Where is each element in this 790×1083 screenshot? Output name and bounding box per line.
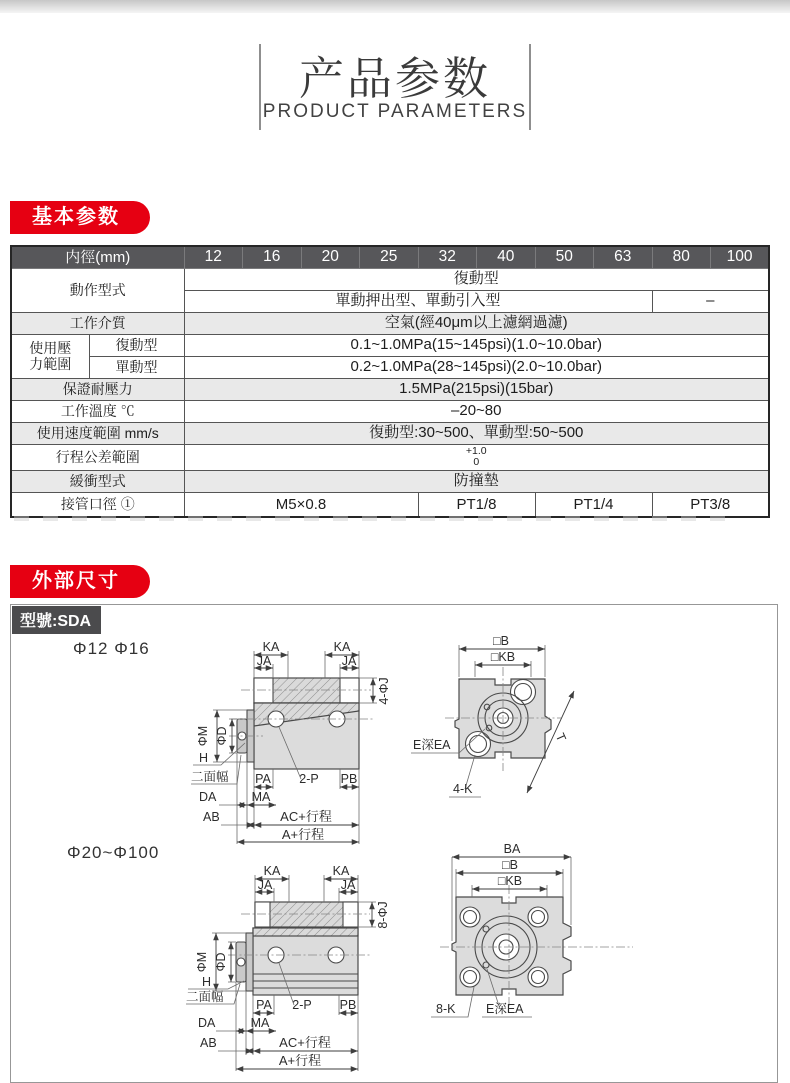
dimension-drawings-box	[10, 604, 778, 1083]
action-single-na: –	[652, 290, 769, 312]
small-size-title: Φ12 Φ16	[73, 639, 150, 658]
port-value-m5: M5×0.8	[184, 492, 418, 517]
dim-2p: 2-P	[299, 772, 319, 786]
tolerance-lower: 0	[473, 456, 480, 468]
action-double-value: 復動型	[184, 268, 769, 290]
action-single-value: 單動押出型、單動引入型	[184, 290, 652, 312]
bore-50: 50	[535, 246, 594, 268]
dim-ka-left: KA	[262, 640, 280, 654]
medium-value: 空氣(經40μm以上濾網過濾)	[184, 312, 769, 334]
dim-phi-m: ΦM	[195, 951, 209, 973]
medium-label: 工作介質	[11, 312, 184, 334]
dim-4-phi-j: 4-ΦJ	[377, 677, 391, 705]
bore-16: 16	[243, 246, 302, 268]
dim-da: DA	[199, 790, 217, 804]
front-view-drawing-small	[411, 621, 636, 806]
dim-h: H	[199, 751, 209, 765]
row-medium	[11, 312, 769, 334]
spec-table	[10, 245, 770, 518]
side-view-drawing-large	[186, 843, 401, 1083]
tolerance-value	[184, 444, 769, 470]
dim-4k: 4-K	[453, 782, 473, 796]
dim-pb: PB	[340, 772, 358, 786]
row-speed	[11, 422, 769, 444]
speed-value: 復動型:30~500、單動型:50~500	[184, 422, 769, 444]
dim-square-kb: □KB	[490, 650, 516, 664]
dim-square-b: □B	[493, 634, 509, 648]
page-subtitle: PRODUCT PARAMETERS	[262, 101, 528, 122]
proof-label: 保證耐壓力	[11, 378, 184, 400]
spec-table-wrap	[10, 245, 770, 518]
dim-ja-left: JA	[257, 878, 273, 892]
bore-label: 内徑(mm)	[11, 246, 184, 268]
dim-ab: AB	[200, 1036, 217, 1050]
bore-100: 100	[711, 246, 770, 268]
dim-2p: 2-P	[292, 998, 312, 1012]
row-temperature	[11, 400, 769, 422]
cylinder-outline	[237, 678, 359, 769]
dim-ka-right: KA	[333, 640, 351, 654]
dim-square-b: □B	[502, 858, 518, 872]
dim-ka-left: KA	[263, 864, 281, 878]
page-title: 产品参数	[298, 53, 491, 104]
dim-ka-right: KA	[332, 864, 350, 878]
front-view-drawing-large	[426, 837, 641, 1042]
bore-32: 32	[418, 246, 477, 268]
outer-dims-badge: 外部尺寸	[10, 565, 150, 598]
pressure-single-value: 0.2~1.0MPa(28~145psi)(2.0~10.0bar)	[184, 356, 769, 378]
dim-h: H	[202, 975, 212, 989]
tolerance-upper: +1.0	[465, 445, 487, 457]
row-pressure-single	[11, 356, 769, 378]
bore-40: 40	[477, 246, 536, 268]
dim-da: DA	[198, 1016, 216, 1030]
large-size-title: Φ20~Φ100	[67, 843, 160, 862]
basic-params-badge: 基本参数	[10, 201, 150, 234]
side-view-drawing-small	[191, 631, 396, 846]
bore-63: 63	[594, 246, 653, 268]
dim-ja-right: JA	[341, 654, 357, 668]
temp-value: –20~80	[184, 400, 769, 422]
row-cushion	[11, 470, 769, 492]
dim-ma: MA	[250, 1016, 270, 1030]
dim-8k: 8-K	[436, 1002, 456, 1016]
dim-ma: MA	[251, 790, 271, 804]
bore-12: 12	[184, 246, 243, 268]
faded-footnote-remnant	[14, 516, 738, 521]
dim-ba: BA	[503, 842, 521, 856]
port-value-pt38: PT3/8	[652, 492, 769, 517]
dim-phi-m: ΦM	[196, 725, 210, 747]
dim-pb: PB	[339, 998, 357, 1012]
pressure-double-value: 0.1~1.0MPa(15~145psi)(1.0~10.0bar)	[184, 334, 769, 356]
port-value-pt18: PT1/8	[418, 492, 535, 517]
bore-25: 25	[360, 246, 419, 268]
dim-ac-stroke: AC+行程	[280, 809, 332, 824]
pressure-label	[11, 334, 89, 378]
dim-ja-right: JA	[340, 878, 356, 892]
pressure-single-label: 單動型	[89, 356, 184, 378]
port-label: 接管口徑 ①	[11, 492, 184, 517]
dim-pa: PA	[256, 998, 272, 1012]
dim-a-stroke: A+行程	[281, 827, 325, 842]
dim-e-depth: E深EA	[413, 738, 451, 752]
dim-flats: 二面幅	[191, 770, 229, 784]
tolerance-label: 行程公差範圍	[11, 444, 184, 470]
cylinder-outline	[236, 902, 358, 995]
dim-8-phi-j: 8-ΦJ	[376, 901, 390, 929]
dim-ac-stroke: AC+行程	[279, 1035, 331, 1050]
bore-80: 80	[652, 246, 711, 268]
model-tag: 型號:SDA	[12, 606, 101, 634]
cushion-value: 防撞墊	[184, 470, 769, 492]
temp-label: 工作溫度 ℃	[11, 400, 184, 422]
row-stroke-tolerance	[11, 444, 769, 470]
pressure-label-line1: 使用壓	[29, 339, 72, 356]
row-port-size	[11, 492, 769, 517]
dim-t: T	[552, 731, 569, 744]
action-label: 動作型式	[11, 268, 184, 312]
bore-20: 20	[301, 246, 360, 268]
pressure-double-label: 復動型	[89, 334, 184, 356]
row-action-double	[11, 268, 769, 290]
dim-phi-d: ΦD	[214, 952, 228, 972]
dim-flats: 二面幅	[186, 990, 224, 1004]
dim-phi-d: ΦD	[215, 726, 229, 746]
dim-pa: PA	[255, 772, 271, 786]
body-outline	[452, 897, 571, 995]
port-value-pt14: PT1/4	[535, 492, 652, 517]
row-pressure-double	[11, 334, 769, 356]
top-gradient-strip	[0, 0, 790, 13]
speed-label: 使用速度範圍 mm/s	[11, 422, 184, 444]
dim-e-depth: E深EA	[486, 1002, 524, 1016]
row-proof-pressure	[11, 378, 769, 400]
dim-ja-left: JA	[256, 654, 272, 668]
dim-square-kb: □KB	[497, 874, 523, 888]
table-header-row	[11, 246, 769, 268]
dim-a-stroke: A+行程	[278, 1053, 322, 1068]
cushion-label: 緩衝型式	[11, 470, 184, 492]
pressure-label-line2: 力範圍	[29, 356, 72, 372]
dim-ab: AB	[203, 810, 220, 824]
proof-value: 1.5MPa(215psi)(15bar)	[184, 378, 769, 400]
